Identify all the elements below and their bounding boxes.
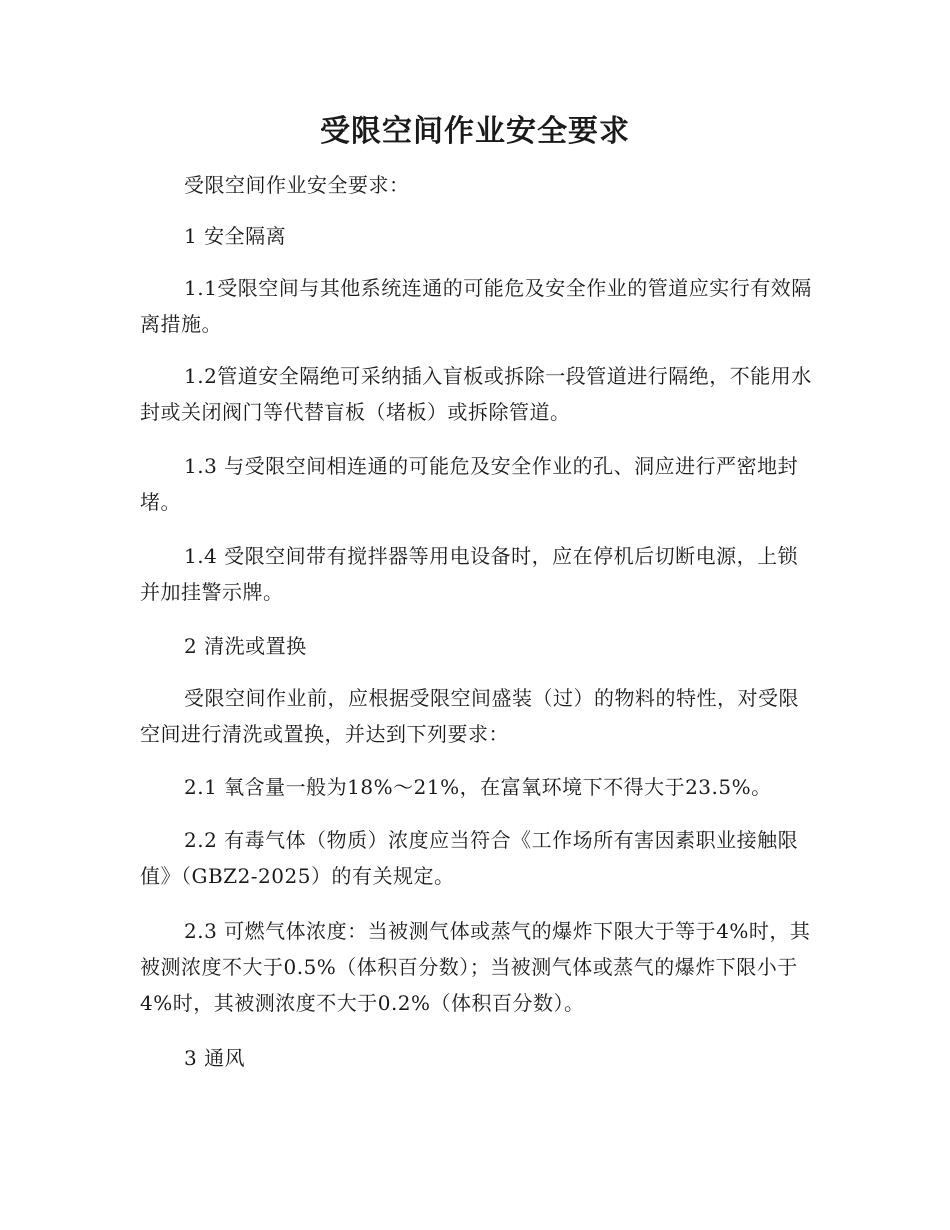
paragraph-1-4: 1.4 受限空间带有搅拌器等用电设备时，应在停机后切断电源，上锁并加挂警示牌。	[140, 544, 799, 604]
heading-section-1: 1 安全隔离	[184, 224, 287, 248]
heading-section-2: 2 清洗或置换	[184, 634, 307, 658]
heading-section-3: 3 通风	[184, 1046, 246, 1070]
paragraph-1-2: 1.2管道安全隔绝可采纳插入盲板或拆除一段管道进行隔绝，不能用水封或关闭阀门等代替盲板（堵板）或拆除管道。	[140, 364, 812, 424]
paragraph-2-1: 2.1 氧含量一般为18%～21%，在富氧环境下不得大于23.5%。	[184, 775, 772, 799]
paragraph-2-3: 2.3 可燃气体浓度：当被测气体或蒸气的爆炸下限大于等于4%时，其被测浓度不大于0.5%（体积百分数）；当被测气体或蒸气的爆炸下限小于4%时，其被测浓度不大于0.2%（体积百分数）。	[140, 919, 811, 1015]
paragraph-1-3: 1.3 与受限空间相连通的可能危及安全作业的孔、洞应进行严密地封堵。	[140, 454, 799, 514]
document-title: 受限空间作业安全要求	[320, 114, 630, 149]
paragraph-2-2: 2.2 有毒气体（物质）浓度应当符合《工作场所有害因素职业接触限值》（GBZ2-2025）的有关规定。	[140, 828, 799, 888]
paragraph-intro: 受限空间作业安全要求：	[184, 173, 410, 197]
paragraph-1-1: 1.1受限空间与其他系统连通的可能危及安全作业的管道应实行有效隔离措施。	[140, 276, 812, 336]
paragraph-2-intro: 受限空间作业前，应根据受限空间盛装（过）的物料的特性，对受限空间进行清洗或置换，并达到下列要求：	[140, 686, 799, 746]
